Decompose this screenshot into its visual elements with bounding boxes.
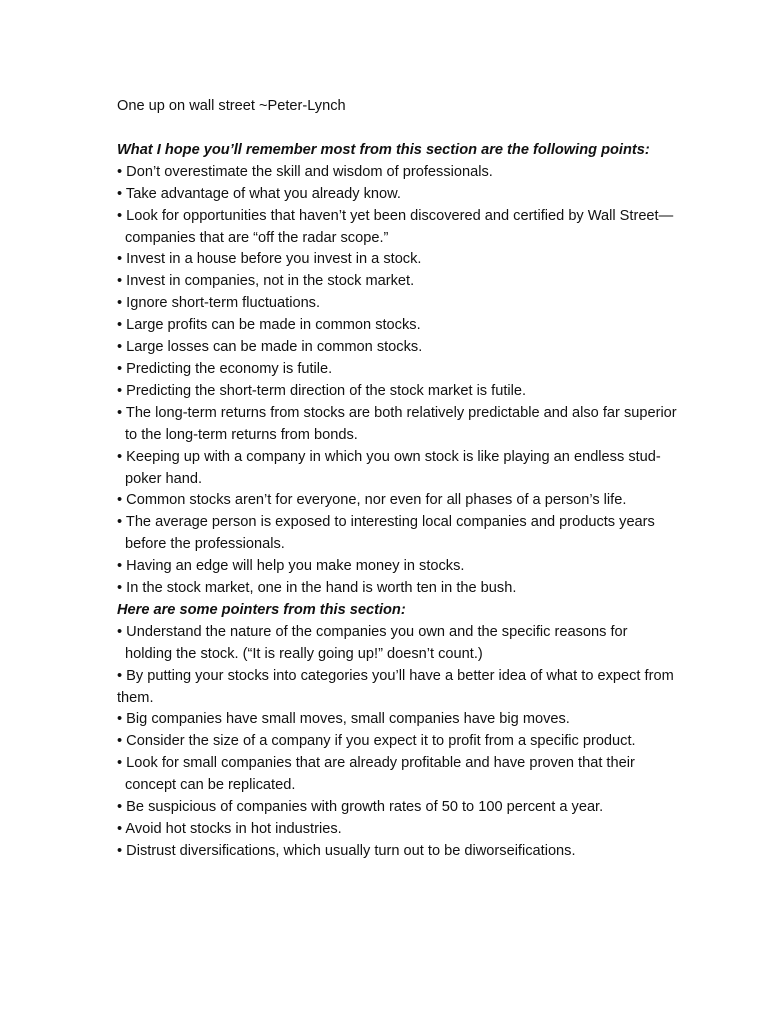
bullet-icon: •	[117, 514, 123, 531]
list-item: • Understand the nature of the companies you own and the specific reasons for holding the stock. (“It is really going up!” doesn’t count.)	[117, 623, 628, 662]
document-page	[117, 96, 677, 863]
list-item: • Avoid hot stocks in hot industries.	[117, 821, 342, 837]
list-item: • By putting your stocks into categories you’ll have a better idea of what to expect from them.	[117, 667, 674, 706]
list-item: • Be suspicious of companies with growth rates of 50 to 100 percent a year.	[117, 799, 604, 816]
bullet-icon: •	[117, 360, 123, 377]
bullet-icon: •	[117, 317, 123, 334]
bullet-icon: •	[117, 382, 123, 399]
list-item: • Large losses can be made in common stocks.	[117, 339, 423, 356]
section-pointers	[117, 600, 677, 863]
section-takeaways	[117, 140, 677, 600]
list-item: • The average person is exposed to interesting local companies and products years before the professionals.	[117, 514, 655, 553]
list-item: • Look for opportunities that haven’t yet been discovered and certified by Wall Street—companies that are “off the radar scope.”	[117, 207, 674, 246]
list-item: • Keeping up with a company in which you own stock is like playing an endless stud-poker hand.	[117, 448, 661, 487]
bullet-icon: •	[117, 207, 123, 224]
takeaways-list	[117, 162, 677, 600]
pointers-list	[117, 622, 677, 863]
list-item: • The long-term returns from stocks are both relatively predictable and also far superior to the long-term returns from bonds.	[117, 404, 677, 443]
bullet-icon: •	[117, 733, 123, 750]
bullet-icon: •	[117, 842, 123, 859]
section-heading-pointers: Here are some pointers from this section:	[117, 601, 406, 618]
document-title: One up on wall street ~Peter-Lynch	[117, 98, 346, 114]
list-item: • Take advantage of what you already know.	[117, 185, 401, 202]
bullet-icon: •	[117, 404, 123, 421]
bullet-icon: •	[117, 251, 123, 268]
list-item: • Big companies have small moves, small companies have big moves.	[117, 711, 570, 728]
list-item: • Consider the size of a company if you expect it to profit from a specific product.	[117, 733, 636, 750]
bullet-icon: •	[117, 580, 123, 597]
bullet-icon: •	[117, 339, 123, 356]
section-heading-takeaways: What I hope you’ll remember most from this section are the following points:	[117, 141, 650, 158]
bullet-icon: •	[117, 185, 123, 202]
list-item: • Having an edge will help you make money in stocks.	[117, 558, 465, 575]
list-item: • Invest in companies, not in the stock market.	[117, 273, 415, 290]
list-item: • Look for small companies that are already profitable and have proven that their concept can be replicated.	[117, 755, 635, 794]
list-item: • Invest in a house before you invest in a stock.	[117, 251, 422, 268]
bullet-icon: •	[117, 163, 123, 180]
bullet-icon: •	[117, 448, 123, 465]
bullet-icon: •	[117, 667, 123, 684]
list-item: • Predicting the economy is futile.	[117, 360, 333, 377]
list-item: • Distrust diversifications, which usually turn out to be diworseifications.	[117, 842, 576, 859]
bullet-icon: •	[117, 295, 123, 312]
bullet-icon: •	[117, 492, 123, 509]
bullet-icon: •	[117, 558, 123, 575]
bullet-icon: •	[117, 623, 123, 640]
list-item: • In the stock market, one in the hand is worth ten in the bush.	[117, 580, 517, 597]
list-item: • Large profits can be made in common stocks.	[117, 317, 421, 334]
list-item: • Don’t overestimate the skill and wisdom of professionals.	[117, 163, 493, 180]
list-item: • Common stocks aren’t for everyone, nor even for all phases of a person’s life.	[117, 492, 627, 509]
bullet-icon: •	[117, 799, 123, 816]
bullet-icon: •	[117, 755, 123, 772]
bullet-icon: •	[117, 821, 123, 837]
list-item: • Predicting the short-term direction of the stock market is futile.	[117, 382, 527, 399]
bullet-icon: •	[117, 273, 123, 290]
bullet-icon: •	[117, 711, 123, 728]
list-item: • Ignore short-term fluctuations.	[117, 295, 321, 312]
